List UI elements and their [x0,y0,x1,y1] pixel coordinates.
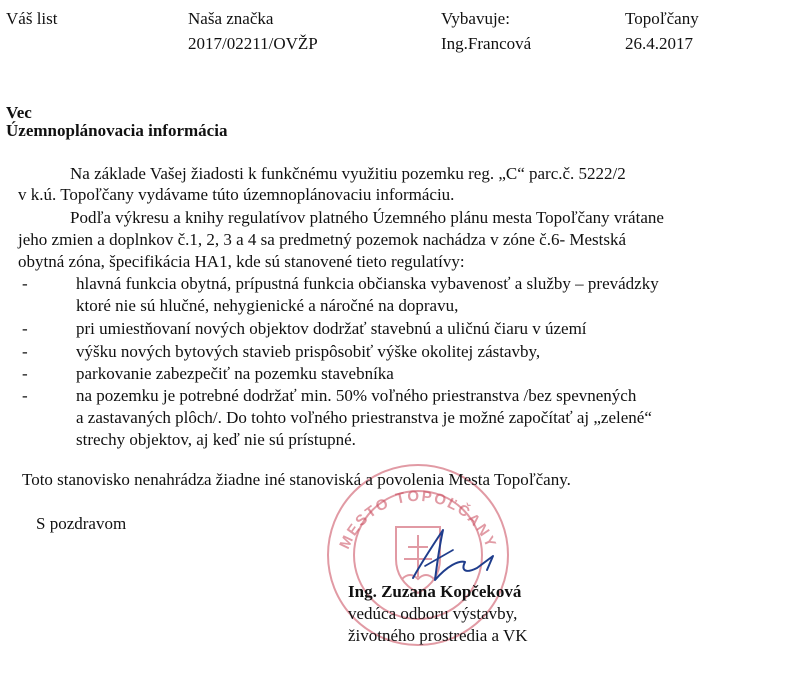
subject-title: Územnoplánovacia informácia [6,121,228,140]
signatory-role-line-2: životného prostredia a VK [348,626,528,645]
stamp-text: MESTO TOPOĽČANY [336,487,500,552]
bullet-dash: - [22,386,28,405]
bullet-4-line-1: parkovanie zabezpečiť na pozemku stavebníka [76,364,394,383]
greeting: S pozdravom [36,514,127,533]
bullet-dash: - [22,342,28,361]
bullet-5-line-2: a zastavaných plôch/. Do tohto voľného priestranstva je možné započítať aj „zelené“ [76,408,652,427]
header-label-our-ref: Naša značka [188,9,274,28]
subject-label: Vec [6,103,32,122]
bullet-2-line-1: pri umiestňovaní nových objektov dodržať stavebnú a uličnú čiaru v území [76,319,587,338]
bullet-5-line-1: na pozemku je potrebné dodržať min. 50% voľného priestranstva /bez spevnených [76,386,637,405]
header-date: 26.4.2017 [625,34,693,53]
header-label-your-letter: Váš list [6,9,58,28]
closing-statement: Toto stanovisko nenahrádza žiadne iné stanoviská a povolenia Mesta Topoľčany. [22,470,571,489]
paragraph-1-line-2: v k.ú. Topoľčany vydávame túto územnoplánovaciu informáciu. [18,185,455,204]
header-value-handled-by: Ing.Francová [441,34,532,53]
bullet-dash: - [22,319,28,338]
handwritten-signature [395,520,515,590]
bullet-dash: - [22,364,28,383]
paragraph-1-line-1: Na základe Vašej žiadosti k funkčnému využitiu pozemku reg. „C“ parc.č. 5222/2 [70,164,626,183]
header-value-our-ref: 2017/02211/OVŽP [188,34,318,53]
signatory-name: Ing. Zuzana Kopčeková [348,582,522,601]
signatory-role-line-1: vedúca odboru výstavby, [348,604,518,623]
header-label-handled-by: Vybavuje: [441,9,510,28]
bullet-5-line-3: strechy objektov, aj keď nie sú prístupné. [76,430,356,449]
bullet-dash: - [22,274,28,293]
paragraph-2-line-1: Podľa výkresu a knihy regulatívov platného Územného plánu mesta Topoľčany vrátane [70,208,664,227]
bullet-1-line-1: hlavná funkcia obytná, prípustná funkcia občianska vybavenosť a služby – prevádzky [76,274,659,293]
paragraph-2-line-3: obytná zóna, špecifikácia HA1, kde sú stanovené tieto regulatívy: [18,252,465,271]
bullet-1-line-2: ktoré nie sú hlučné, nehygienické a náročné na dopravu, [76,296,459,315]
header-place: Topoľčany [625,9,699,28]
bullet-3-line-1: výšku nových bytových stavieb prispôsobiť výške okolitej zástavby, [76,342,541,361]
paragraph-2-line-2: jeho zmien a doplnkov č.1, 2, 3 a 4 sa predmetný pozemok nachádza v zóne č.6- Mestská [18,230,627,249]
